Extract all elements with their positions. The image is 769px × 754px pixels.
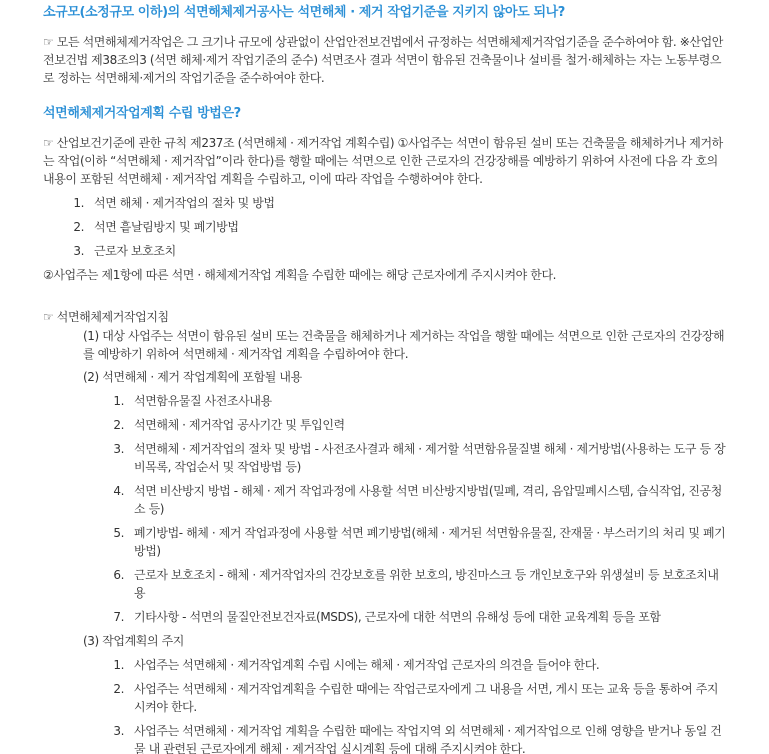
list-item: 2. 석면해체 · 제거작업 공사기간 및 투입인력: [113, 418, 345, 432]
guide1: (1) 대상 사업주는 석면이 함유된 설비 또는 건축물을 해체하거나 제거하는 작업을 행할 때에는 석면으로 인한 근로자의 건강장해를 예방하기 위하여 석면해체 · 제거작업 계획을 수립하여야 한다.: [83, 329, 725, 361]
guide2-title: (2) 석면해체 · 제거 작업계획에 포함될 내용: [83, 370, 302, 384]
list-item: 2. 석면 흩날림방지 및 폐기방법: [73, 220, 239, 234]
list-item: 4. 석면 비산방지 방법 - 해체 · 제거 작업과정에 사용할 석면 비산방지방법(밀폐, 격리, 음압밀폐시스템, 습식작업, 진공청소 등): [113, 484, 722, 516]
pointing-hand-icon: ☞: [43, 310, 54, 324]
guide-title: ☞ 석면해체제거작업지침: [43, 310, 169, 324]
pointing-hand-icon: ☞: [43, 136, 54, 150]
list-item: 2. 사업주는 석면해체 · 제거작업계획을 수립한 때에는 작업근로자에게 그 내용을 서면, 게시 또는 교육 등을 통하여 주지시켜야 한다.: [113, 682, 719, 714]
pointing-hand-icon: ☞: [43, 35, 54, 49]
section2-heading: 석면해체제거작업계획 수립 방법은?: [43, 106, 241, 121]
section2-rule-text: 산업보건기준에 관한 규칙 제237조 (석면해체 · 제거작업 계획수립) ①사업주는 석면이 함유된 설비 또는 건축물을 해체하거나 제거하는 작업(이하 “석면해체 · 제거작업”이라 한다)를 행할 때에는 석면으로 인한 근로자의 건강장해를 예방하기 위하여 사전에 다음 각 호의 내용이 포함된 석면해체 · 제거작업 계획을 수립하고, 이에 따라 작업을 수행하여야 한다.: [43, 136, 723, 186]
list-item: 1. 석면 해체 · 제거작업의 절차 및 방법: [73, 196, 275, 210]
list-item: 3. 석면해체 · 제거작업의 절차 및 방법 - 사전조사결과 해체 · 제거할 석면함유물질별 해체 · 제거방법(사용하는 도구 등 장비목록, 작업순서 및 작업방법 등): [113, 442, 726, 474]
section1-answer-text: 모든 석면해체제거작업은 그 크기나 규모에 상관없이 산업안전보건법에서 규정하는 석면해체제거작업기준을 준수하여야 함. ※산업안전보건법 제38조의3 (석면 해체·제거 작업기준의 준수) 석면조사 결과 석면이 함유된 건축물이나 설비를 철거·해체하는 자는 노동부령으로 정하는 석면해체·제거의 작업기준을 준수하여야 한다.: [43, 35, 723, 85]
list-item: 3. 사업주는 석면해체 · 제거작업 계획을 수립한 때에는 작업지역 외 석면해체 · 제거작업으로 인해 영향을 받거나 동일 건물 내 관련된 근로자에게 해체 · 제거작업 실시계획 등에 대해 주지시켜야 한다.: [113, 724, 722, 754]
list-item: 1. 석면함유물질 사전조사내용: [113, 394, 272, 408]
section2-rule: [43, 134, 727, 188]
section1-answer: [43, 33, 727, 87]
section2-clause2: ②사업주는 제1항에 따른 석면 · 해체제거작업 계획을 수립한 때에는 해당 근로자에게 주지시켜야 한다.: [43, 268, 557, 282]
list-item: 1. 사업주는 석면해체 · 제거작업계획 수립 시에는 해체 · 제거작업 근로자의 의견을 들어야 한다.: [113, 658, 600, 672]
list-item: 6. 근로자 보호조치 - 해체 · 제거작업자의 건강보호를 위한 보호의, 방진마스크 등 개인보호구와 위생설비 등 보호조치내용: [113, 568, 719, 600]
list-item: 7. 기타사항 - 석면의 물질안전보건자료(MSDS), 근로자에 대한 석면의 유해성 등에 대한 교육계획 등을 포함: [113, 610, 661, 624]
list-item: 5. 폐기방법- 해체 · 제거 작업과정에 사용할 석면 폐기방법(해체 · 제거된 석면함유물질, 잔재물 · 부스러기의 처리 및 폐기방법): [113, 526, 726, 558]
section1-heading: 소규모(소정규모 이하)의 석면해체제거공사는 석면해체 · 제거 작업기준을 지키지 않아도 되나?: [43, 5, 565, 20]
guide3-title: (3) 작업계획의 주지: [83, 634, 184, 648]
list-item: 3. 근로자 보호조치: [73, 244, 176, 258]
